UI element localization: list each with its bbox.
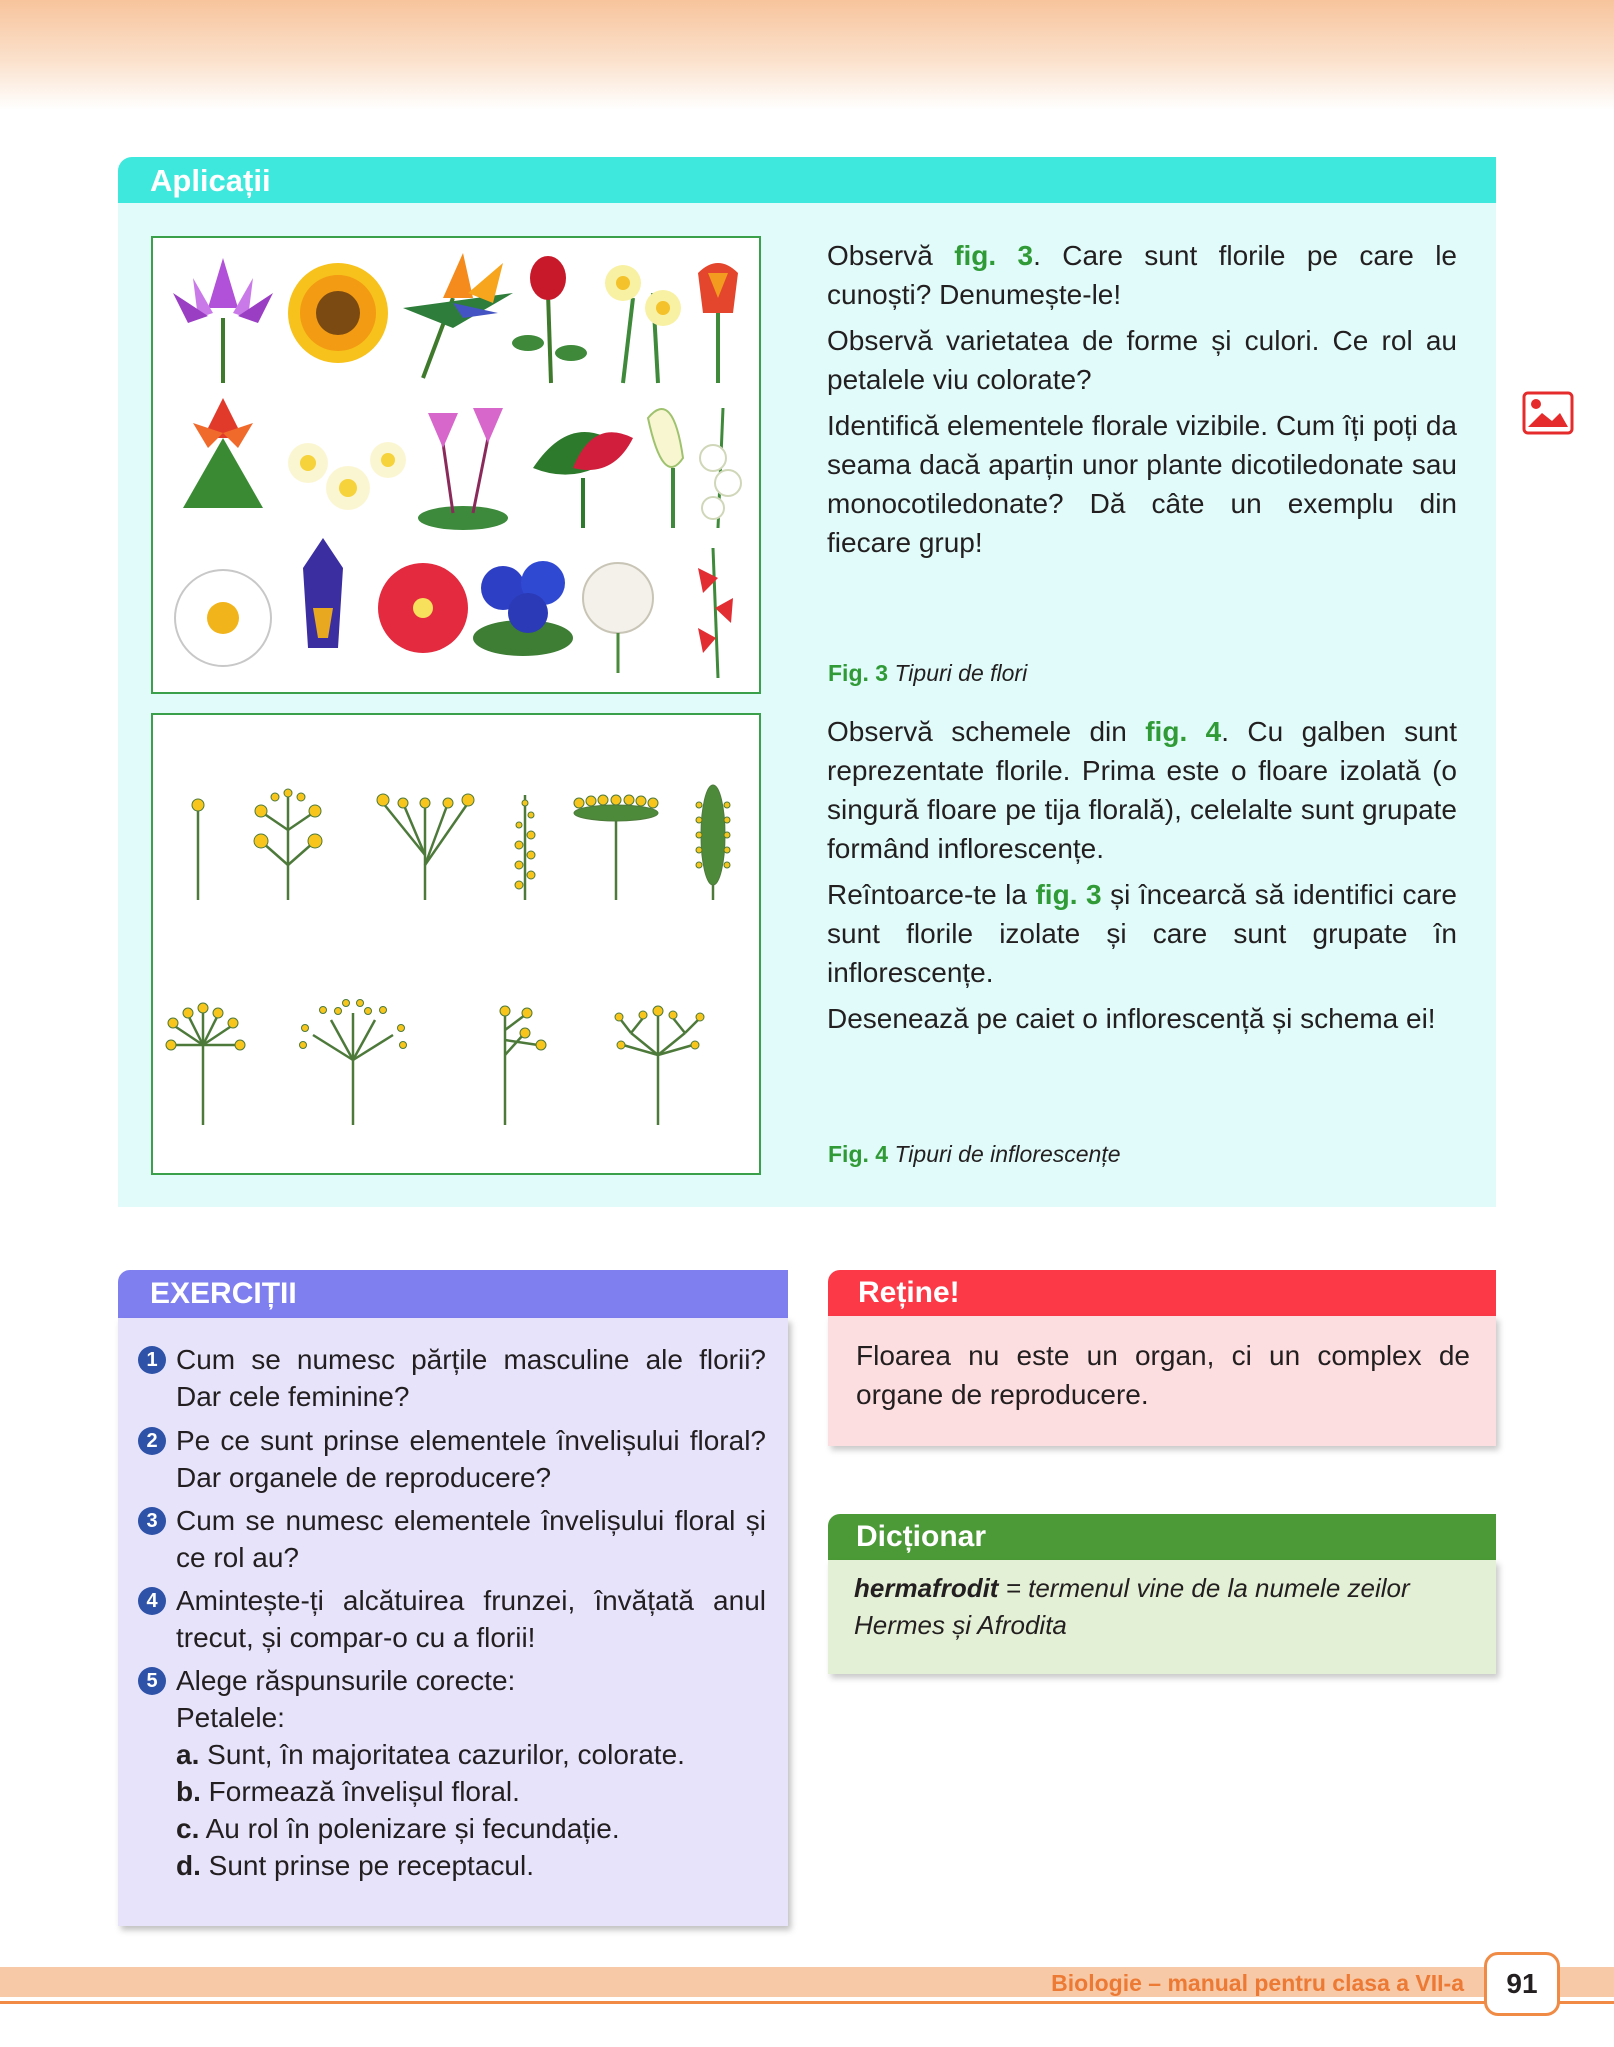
flowers-illustration xyxy=(153,238,759,692)
number-badge: 2 xyxy=(138,1427,166,1455)
cyclamen xyxy=(418,408,508,530)
scheme-compound-cyme xyxy=(615,1006,704,1125)
retine-title: Reține! xyxy=(858,1276,960,1309)
fig3-reference[interactable]: fig. 3 xyxy=(954,240,1034,271)
scheme-corymb xyxy=(377,794,474,900)
paragraph-6: Desenează pe caiet o inflorescență și schema ei! xyxy=(827,1003,1436,1034)
iris xyxy=(303,538,343,648)
fig4-caption xyxy=(828,1141,1121,1168)
retine-header xyxy=(828,1270,1496,1316)
number-badge: 1 xyxy=(138,1346,166,1374)
exercise-1: 1 Cum se numesc părțile masculine ale florii? Dar cele feminine? xyxy=(176,1341,766,1415)
aplicatii-text-2 xyxy=(827,712,1457,1045)
image-gallery-icon[interactable] xyxy=(1522,391,1574,435)
guzmania-flower xyxy=(183,398,263,508)
fig4-number: Fig. 4 xyxy=(828,1141,889,1167)
aplicatii-text-1 xyxy=(827,236,1457,569)
paragraph-4: Observă schemele din fig. 4. Cu galben sunt reprezentate florile. Prima este o floare izolată (o singură floare pe tija florală), celelalte sunt grupate formând inflorescențe. xyxy=(827,716,1457,864)
footer-book-title: Biologie – manual pentru clasa a VII-a xyxy=(1051,1970,1464,1996)
paragraph-3: Identifică elementele florale vizibile. Cum îți poți da seama dacă aparțin unor plante dicotiledonate sau monocotiledonate? Dă câte un exemplu din fiecare grup! xyxy=(827,410,1457,558)
fig3-caption-text: Tipuri de flori xyxy=(894,660,1028,686)
aplicatii-title: Aplicații xyxy=(150,163,271,198)
daisy xyxy=(175,570,271,666)
exercitii-title: EXERCIȚII xyxy=(150,1277,297,1310)
chrysanthemum xyxy=(583,563,653,673)
paragraph-1: Observă fig. 3. Care sunt florile pe care le cunoști? Denumește-le! xyxy=(827,240,1457,310)
scheme-raceme xyxy=(254,789,322,900)
inflorescence-schemes xyxy=(153,715,759,1173)
option-a: a. Sunt, în majoritatea cazurilor, colorate. xyxy=(176,1739,685,1770)
option-d: d. Sunt prinse pe receptacul. xyxy=(176,1850,534,1881)
scheme-capitulum xyxy=(574,795,658,900)
exercise-5: 5 Alege răspunsurile corecte: Petalele: a. Sunt, în majoritatea cazurilor, colorate. b. Formează învelișul floral. c. Au rol în polenizare și fecundație. d. Sunt prinse pe receptacul. xyxy=(176,1662,766,1884)
daffodils xyxy=(605,265,681,383)
scheme-umbel xyxy=(166,1003,245,1125)
scheme-spadix xyxy=(696,785,730,900)
exercise-3: 3 Cum se numesc elementele învelișului floral și ce rol au? xyxy=(176,1502,766,1576)
fig3-caption xyxy=(828,660,1027,687)
dictionar-panel xyxy=(828,1560,1496,1674)
white-gladiolus xyxy=(700,408,741,528)
scheme-compound-umbel xyxy=(300,1000,407,1126)
scheme-isolated-flower xyxy=(192,799,204,900)
bird-of-paradise-flower xyxy=(403,253,513,378)
dictionar-header xyxy=(828,1514,1496,1560)
figure-3-flowers xyxy=(151,236,761,694)
fig4-caption-text: Tipuri de inflorescențe xyxy=(894,1141,1121,1167)
paragraph-5: Reîntoarce-te la fig. 3 și încearcă să identifici care sunt florile izolate și care sunt grupate în inflorescențe. xyxy=(827,879,1457,988)
exercise-4: 4 Amintește-ți alcătuirea frunzei, învățată anul trecut, și compar-o cu a florii! xyxy=(176,1582,766,1656)
page-number: 91 xyxy=(1484,1952,1560,2016)
tulip xyxy=(698,263,738,383)
retine-panel xyxy=(828,1316,1496,1446)
aplicatii-header xyxy=(118,157,1496,203)
exercitii-panel xyxy=(118,1318,788,1926)
footer-line xyxy=(0,2001,1614,2004)
african-violets xyxy=(473,561,573,656)
paragraph-2: Observă varietatea de forme și culori. Ce rol au petalele viu colorate? xyxy=(827,325,1457,395)
figure-4-inflorescences xyxy=(151,713,761,1175)
dictionar-title: Dicționar xyxy=(856,1520,987,1553)
heliconia xyxy=(698,548,733,678)
scheme-cyme xyxy=(500,1006,546,1125)
dictionar-term: hermafrodit xyxy=(854,1573,999,1603)
fig3-reference-2[interactable]: fig. 3 xyxy=(1035,879,1102,910)
number-badge: 3 xyxy=(138,1507,166,1535)
number-badge: 5 xyxy=(138,1667,166,1695)
calla-lily xyxy=(648,409,683,528)
exercise-5-subtitle: Petalele: xyxy=(176,1702,285,1733)
number-badge: 4 xyxy=(138,1587,166,1615)
hibiscus xyxy=(378,563,468,653)
exercitii-header xyxy=(118,1270,788,1318)
frangipani-flowers xyxy=(288,442,406,510)
rose xyxy=(512,256,587,383)
top-header-band xyxy=(0,0,1614,110)
scheme-spike xyxy=(515,795,535,900)
option-c: c. Au rol în polenizare și fecundație. xyxy=(176,1813,620,1844)
fig4-reference[interactable]: fig. 4 xyxy=(1145,716,1222,747)
lotus-flower xyxy=(173,258,273,383)
dictionar-entry xyxy=(854,1570,1474,1644)
retine-text: Floarea nu este un organ, ci un complex de organe de reproducere. xyxy=(856,1340,1470,1410)
anthurium xyxy=(533,432,633,528)
sunflower xyxy=(288,263,388,363)
option-b: b. Formează învelișul floral. xyxy=(176,1776,520,1807)
fig3-number: Fig. 3 xyxy=(828,660,889,686)
dictionar-definition: = termenul vine de la numele zeilor Hermes și Afrodita xyxy=(854,1573,1410,1640)
exercise-2: 2 Pe ce sunt prinse elementele învelișului floral? Dar organele de reproducere? xyxy=(176,1422,766,1496)
